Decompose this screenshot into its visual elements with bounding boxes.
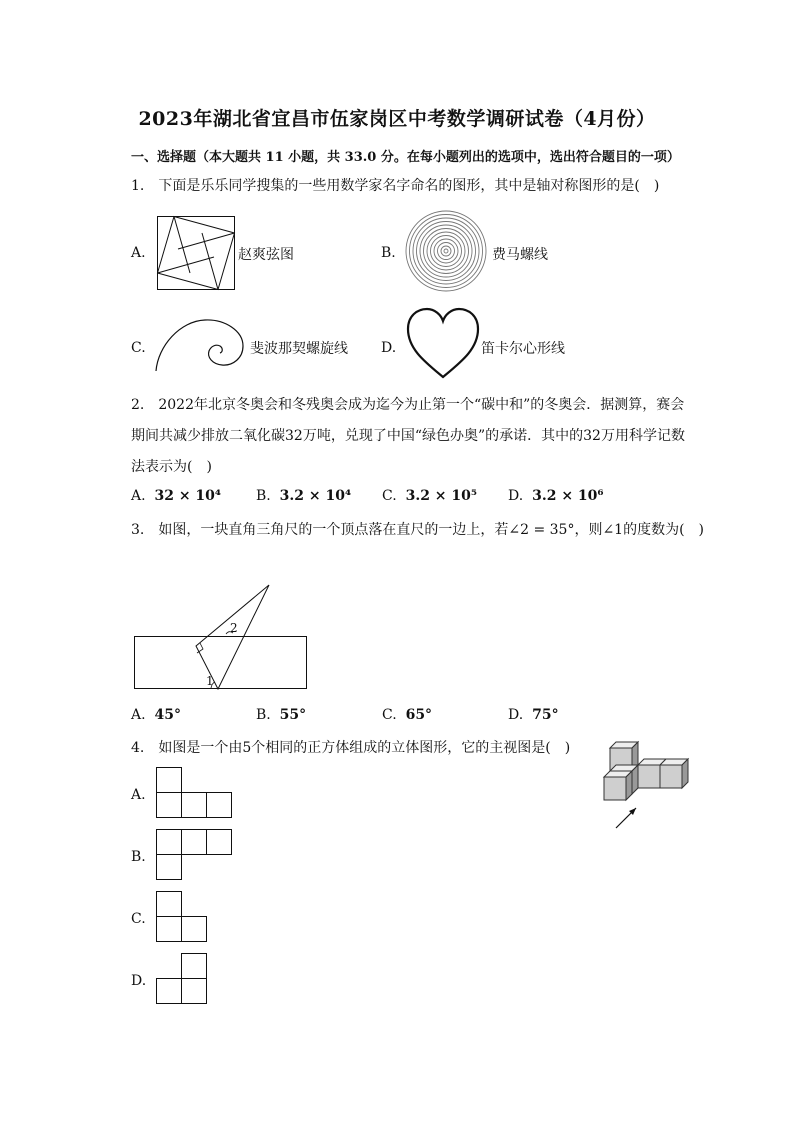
q1-option-b-label[interactable]: B. — [381, 245, 396, 261]
q3-option-a[interactable] — [131, 707, 181, 723]
q3-option-c[interactable] — [382, 707, 432, 723]
q1-stem: 1. 下面是乐乐同学搜集的一些用数学家名字命名的图形，其中是轴对称图形的是( ) — [131, 178, 660, 194]
q1-option-c-label[interactable]: C. — [131, 340, 146, 356]
q1-option-a-caption: 赵爽弦图 — [238, 247, 294, 263]
q1-option-d-label[interactable]: D. — [381, 340, 397, 356]
q2-option-a[interactable] — [131, 488, 221, 504]
q3-option-a-label: A. — [131, 707, 146, 723]
q4-option-c-figure — [156, 891, 208, 943]
q3-option-d-value: 75° — [532, 707, 559, 723]
q2-option-a-value: 32 × 10⁴ — [154, 488, 222, 504]
page-title: 2023年湖北省宜昌市伍家岗区中考数学调研试卷（4月份） — [138, 108, 656, 130]
q1-option-b-caption: 费马螺线 — [492, 247, 548, 263]
q2-option-d-value: 3.2 × 10⁶ — [532, 488, 604, 504]
q3-option-a-value: 45° — [154, 707, 181, 723]
fermat-spiral-figure — [405, 210, 487, 292]
q4-option-b-label[interactable]: B. — [131, 849, 146, 865]
cube-solid-figure — [600, 740, 695, 835]
q3-option-c-value: 65° — [405, 707, 433, 723]
q2-stem-line2: 期间共减少排放二氧化碳32万吨，兑现了中国“绿色办奥”的承诺．其中的32万用科学记数 — [131, 428, 685, 444]
q4-option-a-figure — [156, 767, 234, 819]
q2-option-c[interactable] — [382, 488, 477, 504]
q3-option-d-label: D. — [508, 707, 524, 723]
q4-option-c-label[interactable]: C. — [131, 911, 146, 927]
q4-option-a-label[interactable]: A. — [131, 787, 146, 803]
q2-stem-line1: 2. 2022年北京冬奥会和冬残奥会成为迄今为止第一个“碳中和”的冬奥会．据测算，赛会 — [131, 397, 685, 413]
q1-option-a-label[interactable]: A. — [131, 245, 146, 261]
q2-option-b-value: 3.2 × 10⁴ — [279, 488, 352, 504]
fibonacci-spiral-figure — [155, 316, 247, 372]
q3-option-b[interactable] — [256, 707, 306, 723]
angle-2-label: 2 — [230, 621, 238, 635]
cardioid-heart-figure — [405, 307, 481, 379]
q2-stem-line3: 法表示为( ) — [131, 459, 212, 475]
q4-option-d-label[interactable]: D. — [131, 973, 147, 989]
q1-option-d-caption: 笛卡尔心形线 — [481, 341, 565, 357]
q2-option-d[interactable] — [508, 488, 604, 504]
q3-option-c-label: C. — [382, 707, 397, 723]
q2-option-d-label: D. — [508, 488, 524, 504]
q3-option-d[interactable] — [508, 707, 559, 723]
q2-option-b[interactable] — [256, 488, 351, 504]
q3-option-b-label: B. — [256, 707, 271, 723]
section-heading: 一、选择题（本大题共 11 小题，共 33.0 分。在每小题列出的选项中，选出符合题目的一项） — [131, 150, 680, 165]
zhao-shuang-figure — [157, 216, 235, 290]
angle-1-label: 1 — [206, 674, 214, 688]
q3-option-b-value: 55° — [279, 707, 307, 723]
q2-option-a-label: A. — [131, 488, 146, 504]
q4-stem: 4. 如图是一个由5个相同的正方体组成的立体图形，它的主视图是( ) — [131, 740, 571, 756]
q2-option-c-value: 3.2 × 10⁵ — [405, 488, 478, 504]
q4-option-d-figure — [156, 953, 208, 1005]
q4-option-b-figure — [156, 829, 234, 881]
q2-option-b-label: B. — [256, 488, 271, 504]
q1-option-c-caption: 斐波那契螺旋线 — [250, 341, 348, 357]
ruler-triangle-figure — [130, 582, 310, 692]
q2-option-c-label: C. — [382, 488, 397, 504]
q3-stem: 3. 如图，一块直角三角尺的一个顶点落在直尺的一边上，若∠2 = 35°，则∠1的度数为( ) — [131, 522, 704, 538]
